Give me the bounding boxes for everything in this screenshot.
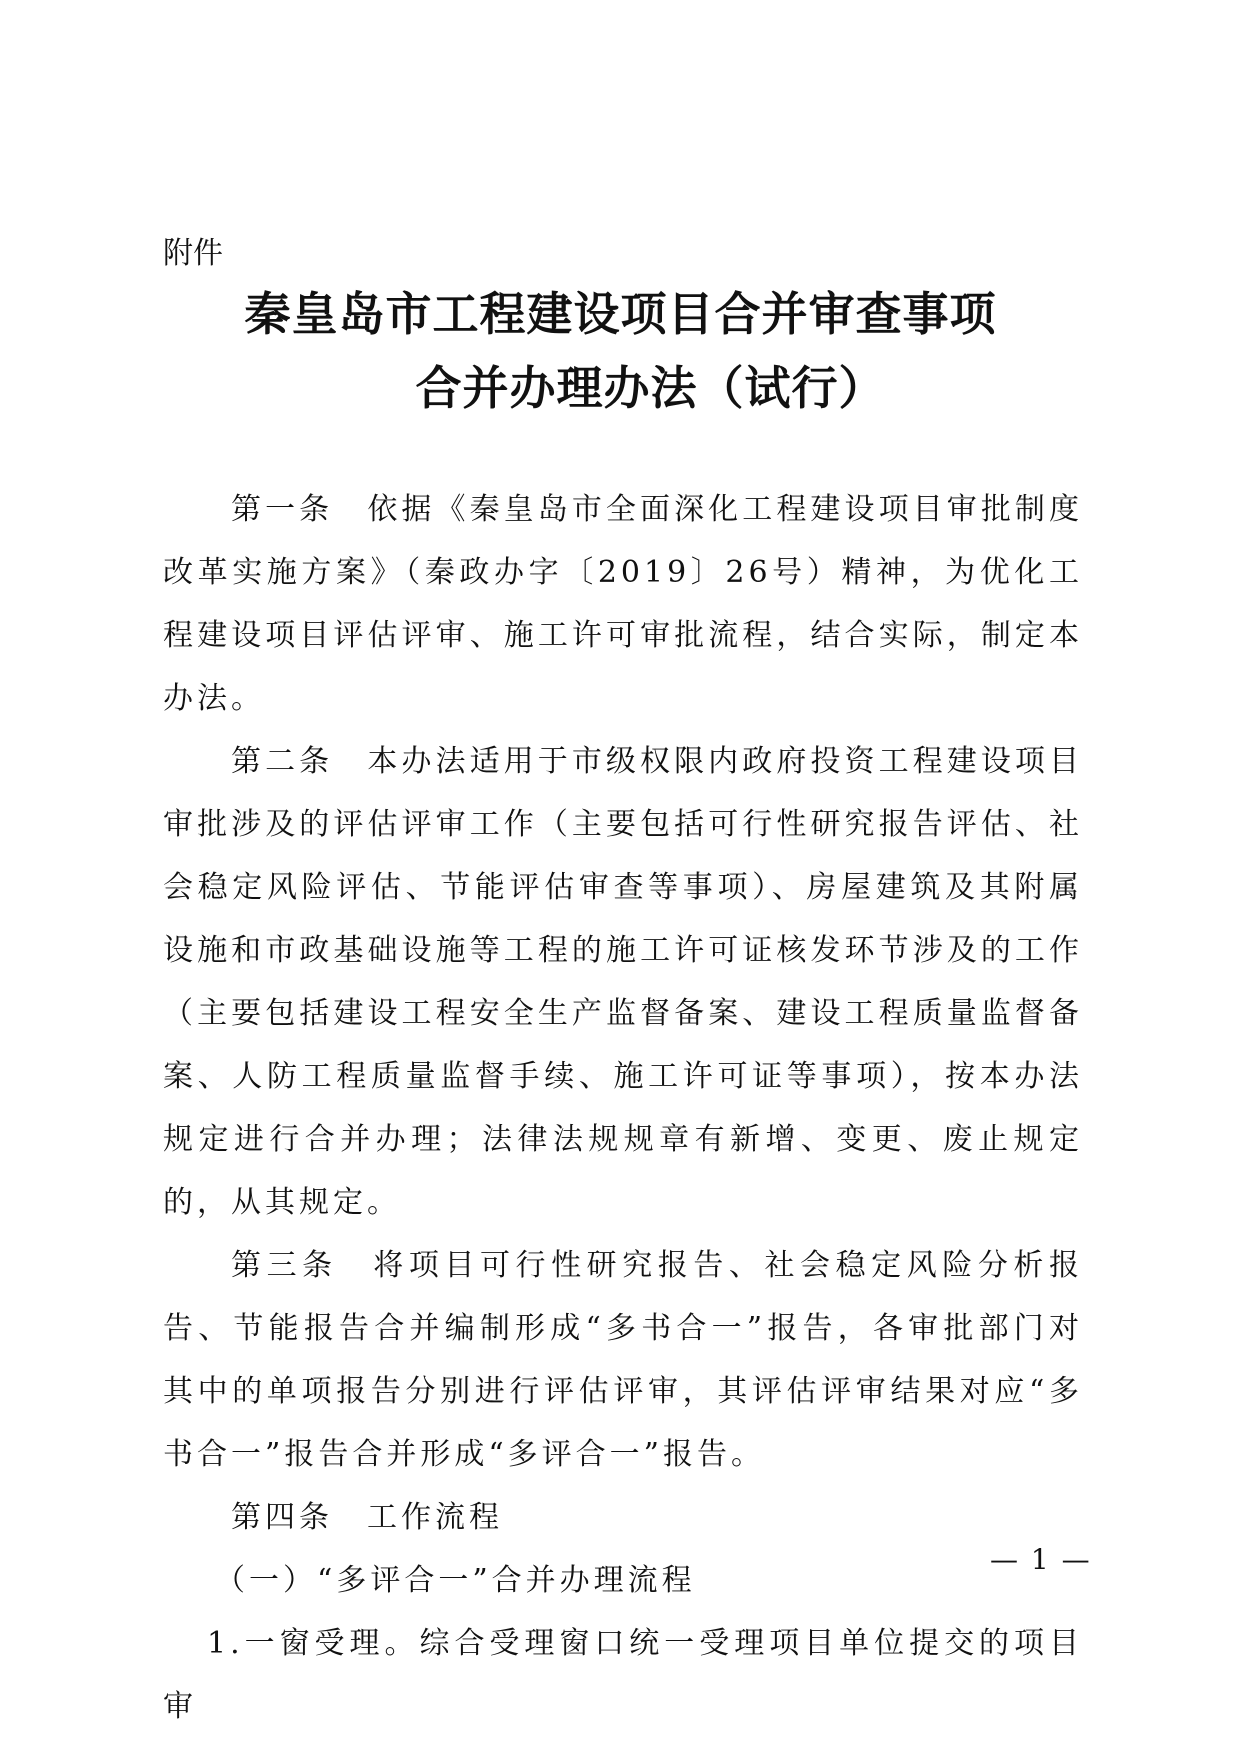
paragraph-section-1: （一）“多评合一”合并办理流程 [215,1563,696,1598]
document-title-line-2: 合并办理办法（试行） [415,361,886,415]
paragraph-article-3: 第三条 将项目可行性研究报告、社会稳定风险分析报告、节能报告合并编制形成“多书合一”报告，各审批部门对其中的单项报告分别进行评估评审，其评估评审结果对应“多书合一”报告合并形成“多评合一”报告。 [163,1248,1083,1472]
paragraph-article-2: 第二条 本办法适用于市级权限内政府投资工程建设项目审批涉及的评估评审工作（主要包括可行性研究报告评估、社会稳定风险评估、节能评估审查等事项）、房屋建筑及其附属设施和市政基础设施等工程的施工许可证核发环节涉及的工作（主要包括建设工程安全生产监督备案、建设工程质量监督备案、人防工程质量监督手续、施工许可证等事项），按本办法规定进行合并办理；法律法规规章有新增、变更、废止规定的，从其规定。 [163,744,1083,1220]
document-body [163,478,1083,1738]
paragraph-article-4: 第四条 工作流程 [231,1500,503,1535]
paragraph-article-1: 第一条 依据《秦皇岛市全面深化工程建设项目审批制度改革实施方案》（秦政办字〔2019〕26号）精神，为优化工程建设项目评估评审、施工许可审批流程，结合实际，制定本办法。 [163,492,1083,716]
page-number: — 1 — [990,1543,1092,1576]
paragraph-item-1: 1.一窗受理。综合受理窗口统一受理项目单位提交的项目审 [163,1626,1083,1724]
document-title-line-1: 秦皇岛市工程建设项目合并审查事项 [244,287,997,341]
attachment-label: 附件 [163,236,223,271]
